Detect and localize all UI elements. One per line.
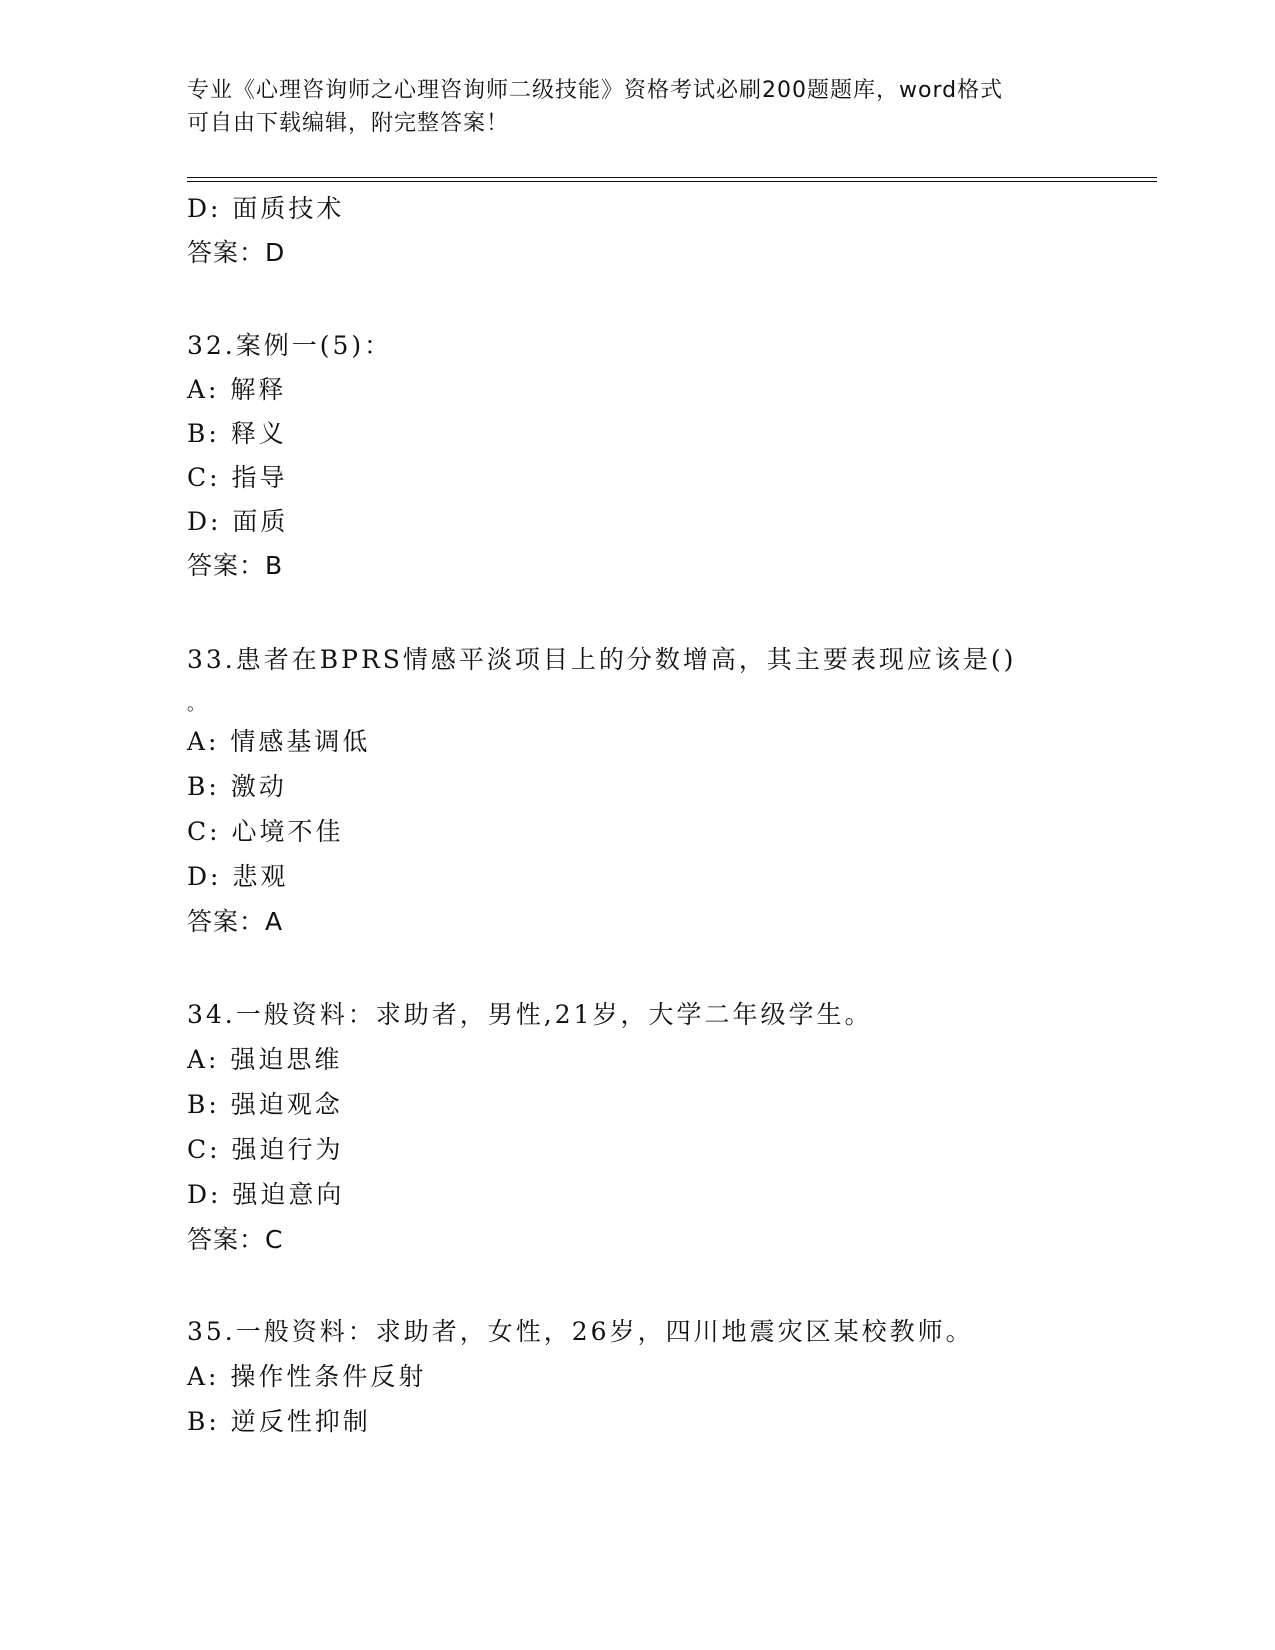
- option-line: B: 释义: [187, 419, 287, 448]
- question-line: 33.患者在BPRS情感平淡项目上的分数增高，其主要表现应该是(): [187, 645, 1017, 674]
- option-line: D: 面质: [187, 507, 289, 536]
- option-line: A: 强迫思维: [187, 1045, 343, 1074]
- option-line: A: 情感基调低: [187, 727, 371, 756]
- answer-line: 答案：A: [187, 907, 284, 936]
- option-line: A: 解释: [187, 375, 287, 404]
- answer-line: 答案：B: [187, 551, 284, 580]
- question-line: 34.一般资料：求助者，男性,21岁，大学二年级学生。: [187, 1000, 873, 1029]
- header-line-2: 可自由下载编辑，附完整答案！: [187, 111, 510, 136]
- answer-line: 答案：C: [187, 1225, 284, 1254]
- question-line: 32.案例一(5)：: [187, 331, 393, 360]
- question-continuation: 。: [187, 694, 208, 715]
- question-line: 35.一般资料：求助者，女性，26岁，四川地震灾区某校教师。: [187, 1317, 974, 1346]
- option-line: B: 激动: [187, 772, 287, 801]
- header-line-1: 专业《心理咨询师之心理咨询师二级技能》资格考试必刷200题题库，word格式: [187, 78, 1004, 103]
- document-header: [187, 74, 1087, 140]
- option-line: C: 强迫行为: [187, 1135, 344, 1164]
- option-line: A: 操作性条件反射: [187, 1362, 427, 1391]
- option-line: C: 心境不佳: [187, 817, 344, 846]
- option-line: B: 强迫观念: [187, 1090, 343, 1119]
- answer-line: 答案：D: [187, 238, 286, 267]
- header-divider: [187, 177, 1157, 182]
- option-line: D: 面质技术: [187, 194, 345, 223]
- option-line: D: 强迫意向: [187, 1180, 345, 1209]
- option-line: B: 逆反性抑制: [187, 1407, 371, 1436]
- option-line: C: 指导: [187, 463, 288, 492]
- option-line: D: 悲观: [187, 862, 289, 891]
